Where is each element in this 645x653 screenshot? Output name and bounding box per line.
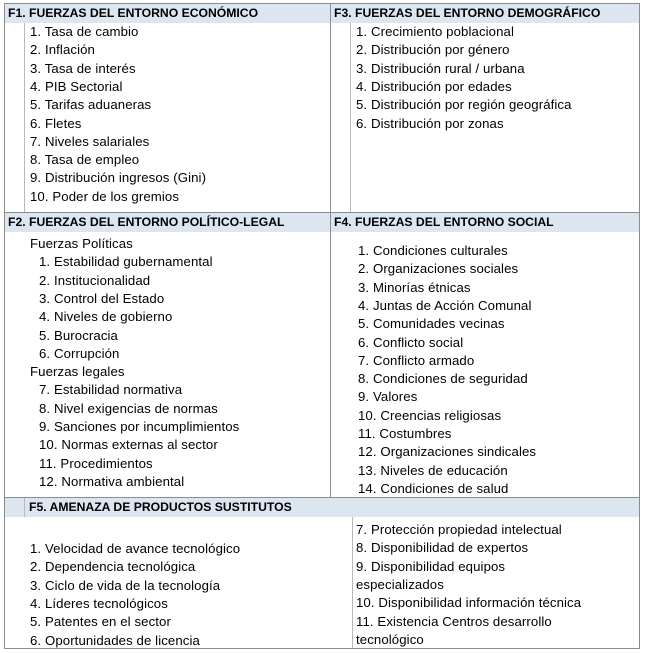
list-item: 1. Velocidad de avance tecnológico (30, 541, 241, 556)
list-item: especializados (356, 576, 444, 592)
list-item: 11. Costumbres (358, 426, 452, 441)
section-f3-gutter (331, 23, 351, 212)
section-f1-title: F1. FUERZAS DEL ENTORNO ECONÓMICO (5, 4, 330, 23)
list-item: 6. Fletes (30, 115, 82, 131)
list-item: 6. Conflicto social (358, 334, 464, 350)
list-item: 4. Líderes tecnológicos (30, 595, 168, 611)
list-item: 5. Patentes en el sector (30, 614, 171, 630)
section-f5-divider (352, 517, 353, 648)
list-item: 3. Tasa de interés (30, 60, 136, 76)
list-item: 12. Normativa ambiental (39, 473, 185, 489)
list-item: 8. Disponibilidad de expertos (356, 540, 529, 556)
list-item: 7. Estabilidad normativa (39, 382, 183, 398)
list-item: 4. Juntas de Acción Comunal (358, 297, 532, 313)
list-item: 11. Existencia Centros desarrollo (356, 613, 552, 629)
list-item: 14. Condiciones de salud (358, 480, 509, 496)
list-item: 5. Tarifas aduaneras (30, 97, 152, 113)
list-item: 13. Niveles de educación (358, 462, 508, 478)
legal-forces-heading: Fuerzas legales (30, 364, 125, 380)
list-item: 7. Conflicto armado (358, 352, 475, 368)
section-f2 (4, 212, 331, 498)
list-item: 6. Corrupción (39, 345, 120, 361)
list-item: 4. Distribución por edades (356, 78, 512, 94)
list-item: 9. Valores (358, 389, 418, 405)
list-item: 3. Distribución rural / urbana (356, 60, 525, 76)
list-item: 9. Sanciones por incumplimientos (39, 419, 240, 434)
list-item: 10. Normas externas al sector (39, 437, 218, 453)
section-f2-title: F2. FUERZAS DEL ENTORNO POLÍTICO-LEGAL (5, 213, 330, 232)
section-f1-gutter (5, 23, 25, 212)
list-item: 12. Organizaciones sindicales (358, 444, 537, 460)
section-f1 (4, 3, 331, 213)
list-item: 6. Distribución por zonas (356, 115, 504, 131)
list-item: 3. Ciclo de vida de la tecnología (30, 577, 221, 593)
section-f4-title: F4. FUERZAS DEL ENTORNO SOCIAL (331, 213, 639, 232)
list-item: 5. Distribución por región geográfica (356, 97, 572, 113)
list-item: 10. Creencias religiosas (358, 407, 502, 423)
list-item: 3. Minorías étnicas (358, 279, 471, 295)
list-item: 5. Burocracia (39, 327, 118, 343)
political-forces-heading: Fuerzas Políticas (30, 236, 133, 251)
section-f4 (330, 212, 640, 498)
section-f5-title: F5. AMENAZA DE PRODUCTOS SUSTITUTOS (5, 498, 639, 517)
list-item: tecnológico (356, 631, 424, 647)
list-item: 8. Nivel exigencias de normas (39, 400, 218, 416)
forces-table (4, 3, 640, 649)
list-item: 4. Niveles de gobierno (39, 309, 173, 325)
list-item: 1. Crecimiento poblacional (356, 24, 515, 39)
list-item: 2. Dependencia tecnológica (30, 559, 196, 575)
section-f5 (4, 497, 640, 649)
section-f5-gutter (5, 498, 25, 517)
list-item: 8. Condiciones de seguridad (358, 371, 528, 387)
list-item: 3. Control del Estado (39, 290, 165, 306)
list-item: 11. Procedimientos (39, 455, 153, 471)
list-item: 2. Institucionalidad (39, 272, 151, 288)
list-item: 7. Protección propiedad intelectual (356, 522, 562, 537)
section-f3 (330, 3, 640, 213)
list-item: 9. Disponibilidad equipos (356, 558, 506, 574)
section-f3-title: F3. FUERZAS DEL ENTORNO DEMOGRÁFICO (331, 4, 639, 23)
list-item: 5. Comunidades vecinas (358, 316, 505, 332)
list-item: 6. Oportunidades de licencia (30, 632, 200, 648)
list-item: 1. Condiciones culturales (358, 243, 508, 258)
list-item: 1. Estabilidad gubernamental (39, 254, 213, 270)
list-item: 1. Tasa de cambio (30, 24, 139, 39)
list-item: 4. PIB Sectorial (30, 78, 123, 94)
list-item: 10. Disponibilidad información técnica (356, 595, 582, 611)
list-item: 2. Distribución por género (356, 42, 510, 58)
list-item: 8. Tasa de empleo (30, 152, 140, 168)
list-item: 2. Inflación (30, 42, 95, 58)
list-item: 10. Poder de los gremios (30, 188, 180, 204)
list-item: 7. Niveles salariales (30, 133, 150, 149)
list-item: 9. Distribución ingresos (Gini) (30, 170, 207, 186)
list-item: 2. Organizaciones sociales (358, 261, 519, 277)
